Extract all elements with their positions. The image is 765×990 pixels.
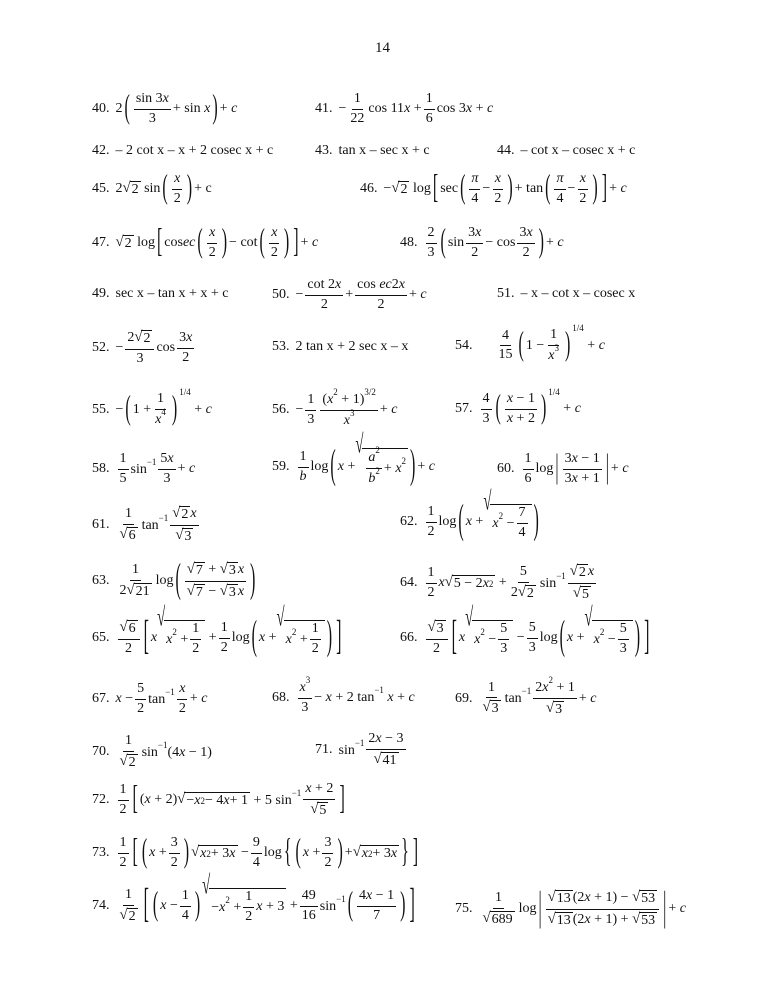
answer-number: 48. xyxy=(400,235,418,251)
answer-number: 67. xyxy=(92,691,110,707)
answer-55: 55. − ( 1 + $\frac{1}{x^4}$ ) 1/4 + c xyxy=(92,387,212,427)
answer-74: 74. 1 √ 2 [ ( x − $\frac{1}{4}$ ) √ $-x^2$ + $\frac{1}{2}$ x + 3 + $\frac{49}{16}$ $\sin^{-1}$ ( $\frac{4x - 1}{7}$ ) ] xyxy=(92,871,415,927)
answer-number: 49. xyxy=(92,286,110,301)
answer-number: 40. xyxy=(92,101,110,117)
answer-number: 58. xyxy=(92,461,110,477)
answer-59: 59. $\frac{1}{b}$ log ( x + √ $\frac{a^2}{b^2}$ + $x^2$ ) + c xyxy=(272,430,435,488)
answer-49: 49. sec x – tan x + x + c xyxy=(92,286,229,301)
answer-number: 52. xyxy=(92,340,110,356)
answer-58: 58. $\frac{1}{5}$ $\sin^{-1}$ $\frac{5x}{3}$ + c xyxy=(92,451,196,486)
answer-54: 54. $\frac{4}{15}$ ( 1 − $\frac{1}{x^3}$ ) 1/4 + c xyxy=(455,323,605,363)
answer-number: 66. xyxy=(400,630,418,646)
page-number: 14 xyxy=(375,40,390,56)
answer-45: 45. 2 √ 2 sin ( $\frac{x}{2}$ ) + c xyxy=(92,170,212,206)
answer-number: 61. xyxy=(92,517,110,533)
answer-67: 67. x − $\frac{5}{2}$ $\tan^{-1}$ $\frac{x}{2}$ + c xyxy=(92,681,208,716)
answer-number: 59. xyxy=(272,459,290,475)
answer-number: 44. xyxy=(497,143,515,158)
answer-number: 70. xyxy=(92,744,110,760)
answer-number: 62. xyxy=(400,514,418,530)
answer-number: 43. xyxy=(315,143,333,158)
answer-number: 50. xyxy=(272,287,290,303)
answer-70: 70. 1 √ 2 $\sin^{-1}(4x - 1)$ xyxy=(92,733,212,770)
answer-47: 47. √ 2 log [ cosec ( $\frac{x}{2}$ ) − cot ( $\frac{x}{2}$ ) ] + c xyxy=(92,224,319,260)
answer-65: 65. √ 6 2 [ x √ $x^2$ + $\frac{1}{2}$ + $\frac{1}{2}$ log ( x + √ $x^2$ + $\frac{1}{2}$ ) ] xyxy=(92,603,342,659)
answer-75: 75. 1 √ 689 log | √ 13 (2x + 1) − √ 53 √ 13 (2x + 1) + √ 53 | + c xyxy=(455,885,686,930)
answer-number: 72. xyxy=(92,792,110,808)
answer-number: 64. xyxy=(400,575,418,591)
answer-number: 74. xyxy=(92,898,110,914)
answer-52: 52. − 2 √ 2 3 cos $\frac{3x}{2}$ xyxy=(92,329,193,366)
answer-number: 42. xyxy=(92,143,110,158)
answer-46: 46. − √ 2 log [ sec ( $\frac{\pi}{4}$ − $\frac{x}{2}$ ) + tan ( $\frac{\pi}{4}$ − $\frac{x}{2}$ ) ] + c xyxy=(360,170,627,206)
answer-number: 47. xyxy=(92,235,110,251)
answer-60: 60. $\frac{1}{6}$ log | $\frac{3x - 1}{3x + 1}$ | + c xyxy=(497,450,629,486)
answer-73: 73. $\frac{1}{2}$ [ ( x + $\frac{3}{2}$ ) √ x 2 + 3 x − $\frac{9}{4}$ log { ( x + $\frac{3}{2}$ ) + √ x 2 + 3 x } ] xyxy=(92,834,419,870)
answer-71: 71. $\sin^{-1}$ 2x − 3 √ 41 xyxy=(315,731,404,768)
answer-number: 73. xyxy=(92,845,110,861)
answer-number: 51. xyxy=(497,286,515,301)
answer-number: 55. xyxy=(92,401,110,417)
answer-53: 53. 2 tan x + 2 sec x – x xyxy=(272,339,409,354)
answer-63: 63. 1 2 √ 21 log ( √ 7 + √ 3 x √ 7 − √ 3 x ) xyxy=(92,557,256,602)
answer-66: 66. √ 3 2 [ x √ $x^2$ − $\frac{5}{3}$ − $\frac{5}{3}$ log ( x + √ $x^2$ − $\frac{5}{3}$ ) ] xyxy=(400,603,650,659)
answer-number: 68. xyxy=(272,689,290,705)
answer-number: 41. xyxy=(315,101,333,117)
answer-number: 65. xyxy=(92,630,110,646)
answer-number: 53. xyxy=(272,339,290,354)
answer-number: 56. xyxy=(272,402,290,418)
answer-56: 56. − $\frac{1}{3}$ $\frac{(x^2 + 1)^{3/2}}{x^3}$ + c xyxy=(272,387,398,428)
answer-40: 40. 2 ( $\frac{\sin 3x}{3}$ + sin x ) + c xyxy=(92,90,238,126)
answer-62: 62. $\frac{1}{2}$ log ( x + √ $x^2$ − $\frac{7}{4}$ ) xyxy=(400,487,539,543)
answer-number: 71. xyxy=(315,742,333,758)
answer-number: 69. xyxy=(455,690,473,706)
answer-42: 42. – 2 cot x – x + 2 cosec x + c xyxy=(92,143,274,158)
answer-number: 54. xyxy=(455,337,473,353)
answer-number: 57. xyxy=(455,401,473,417)
answer-68: 68. $\frac{x^3}{3}$ − x + 2 $\tan^{-1} x + c$ xyxy=(272,675,415,715)
answer-number: 75. xyxy=(455,901,473,917)
answer-72: 72. $\frac{1}{2}$ [ (x + 2) √ − x 2 − 4 x + 1 + 5 $\sin^{-1}$ x + 2 √ 5 ] xyxy=(92,781,345,818)
answer-43: 43. tan x – sec x + c xyxy=(315,143,430,158)
answer-57: 57. $\frac{4}{3}$ ( $\frac{x - 1}{x + 2}$ ) 1/4 + c xyxy=(455,387,581,426)
answer-64: 64. $\frac{1}{2}$ x √ 5 − 2 x 2 + 5 2 √ 2 $\sin^{-1}$ √ 2 x √ 5 xyxy=(400,563,595,602)
answer-number: 45. xyxy=(92,181,110,197)
answer-51: 51. – x – cot x – cosec x xyxy=(497,286,636,301)
answer-number: 63. xyxy=(92,573,110,589)
answer-48: 48. $\frac{2}{3}$ ( sin $\frac{3x}{2}$ − cos $\frac{3x}{2}$ ) + c xyxy=(400,224,564,260)
answer-61: 61. 1 √ 6 $\tan^{-1}$ √ 2 x √ 3 xyxy=(92,505,197,544)
answer-41: 41. − $\frac{1}{22}$ cos 11x + $\frac{1}{6}$ cos 3x + c xyxy=(315,91,494,126)
answer-number: 60. xyxy=(497,461,515,477)
answer-number: 46. xyxy=(360,181,378,197)
answer-50: 50. − $\frac{\cot 2x}{2}$ + $\frac{\text{cos ec2x}}{2}$ + c xyxy=(272,277,427,312)
answer-44: 44. – cot x – cosec x + c xyxy=(497,143,636,158)
answer-69: 69. 1 √ 3 $\tan^{-1}$ $2x^2 + 1$ √ 3 + c xyxy=(455,675,597,717)
